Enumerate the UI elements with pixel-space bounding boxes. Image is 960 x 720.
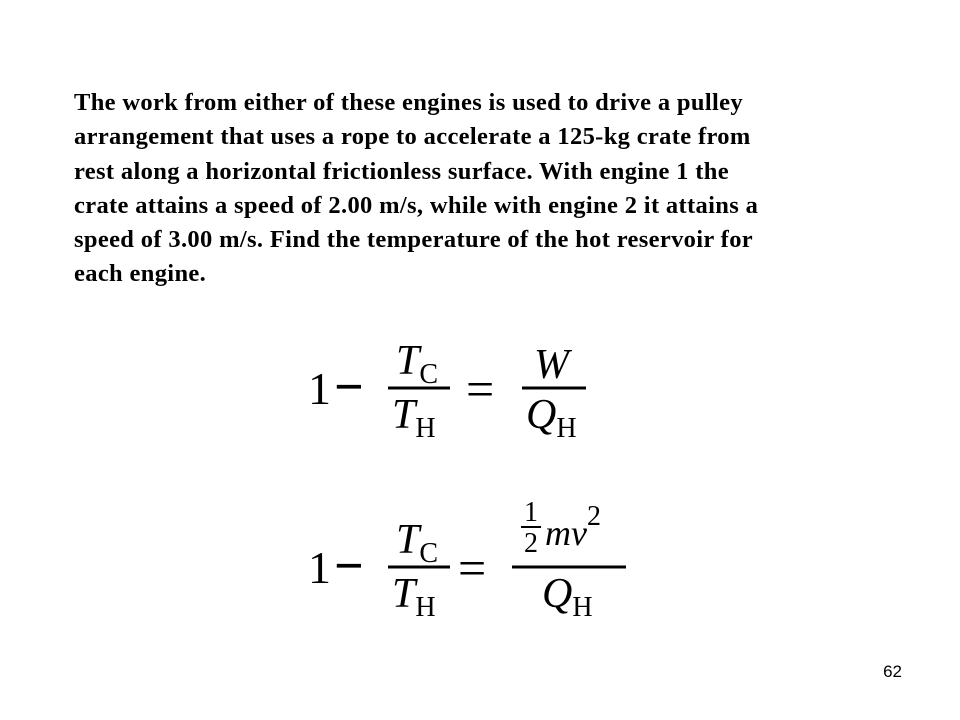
eq1-lhs-fraction xyxy=(388,338,450,444)
problem-line-3: rest along a horizontal frictionless surface. With engine 1 the xyxy=(74,157,729,185)
problem-line-6: each engine. xyxy=(74,260,207,288)
eq2-lhs-numerator xyxy=(396,517,438,569)
eq2-one: 1 xyxy=(308,542,331,593)
eq2-tc-base: T xyxy=(396,517,420,563)
eq1-qh-sub: H xyxy=(556,413,577,444)
problem-line-1: The work from either of these engines is used to drive a pulley xyxy=(74,89,744,116)
carnot-efficiency-equation xyxy=(290,338,650,450)
eq1-rhs-denominator xyxy=(526,392,577,444)
eq2-half-numerator: 1 xyxy=(524,497,538,528)
eq2-th-sub: H xyxy=(415,592,436,623)
eq2-th-base: T xyxy=(392,571,416,617)
eq2-kinetic-term xyxy=(545,501,601,553)
eq1-minus: − xyxy=(334,359,364,416)
eq1-lhs-numerator xyxy=(396,338,438,390)
eq1-one: 1 xyxy=(308,363,331,414)
eq1-tc-base: T xyxy=(396,338,420,384)
eq2-half-denominator: 2 xyxy=(524,528,538,559)
eq2-lhs-denominator xyxy=(392,571,436,623)
eq1-rhs-fraction xyxy=(522,342,586,444)
eq1-equals: = xyxy=(466,361,495,417)
eq2-lhs-fraction xyxy=(388,517,450,623)
problem-line-5: speed of 3.00 m/s. Find the temperature of the hot reservoir for xyxy=(74,226,754,254)
problem-line-4: crate attains a speed of 2.00 m/s, while with engine 2 it attains a xyxy=(74,191,759,219)
eq2-mv: mv xyxy=(545,513,587,553)
problem-statement xyxy=(74,86,894,292)
eq2-exponent: 2 xyxy=(586,501,601,532)
eq1-th-base: T xyxy=(392,392,416,438)
eq2-half-fraction xyxy=(521,497,541,559)
problem-line-2: arrangement that uses a rope to accelerate a 125-kg crate from xyxy=(74,123,751,151)
eq2-minus: − xyxy=(334,538,364,595)
eq1-qh-base: Q xyxy=(526,392,557,438)
eq2-rhs-fraction xyxy=(512,497,626,623)
eq2-tc-sub: C xyxy=(419,538,439,569)
eq2-qh-base: Q xyxy=(542,571,573,617)
eq2-equals: = xyxy=(458,540,487,596)
page-number: 62 xyxy=(883,662,902,681)
eq2-rhs-denominator xyxy=(542,571,593,623)
carnot-kinetic-energy-equation xyxy=(290,495,650,625)
eq1-tc-sub: C xyxy=(419,359,439,390)
eq2-qh-sub: H xyxy=(572,592,593,623)
eq1-work: W xyxy=(534,342,569,388)
eq1-th-sub: H xyxy=(415,413,436,444)
eq1-lhs-denominator xyxy=(392,392,436,444)
